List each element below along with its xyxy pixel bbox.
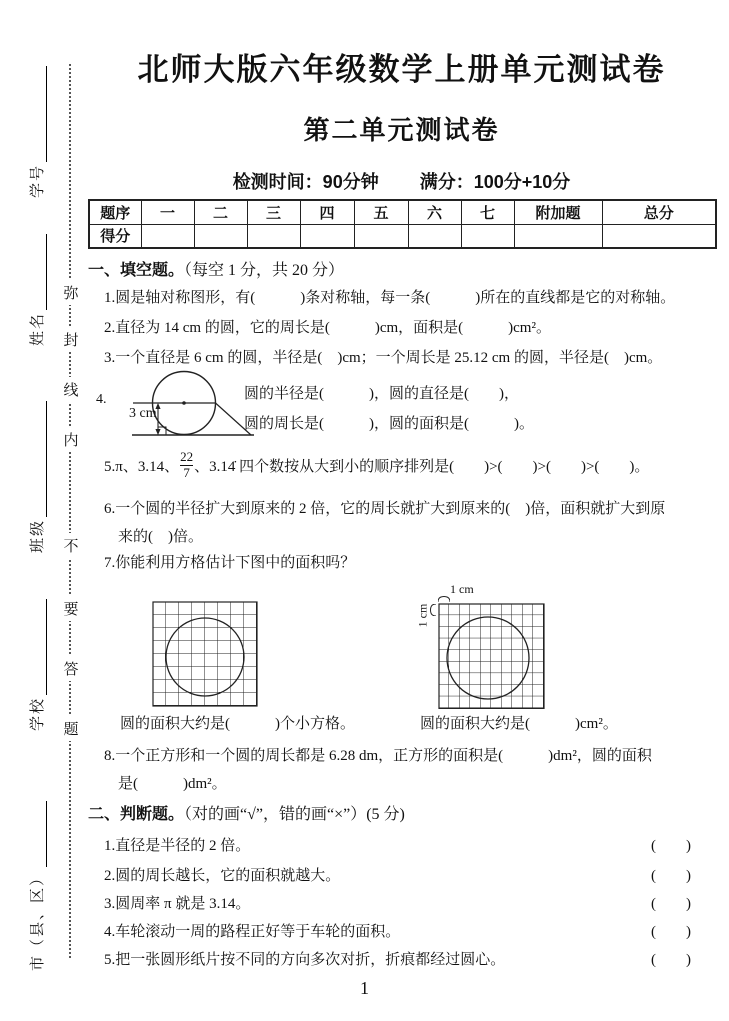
judge-answer-bracket: ( )	[651, 924, 691, 940]
city-label: 市（县、区）	[30, 868, 46, 971]
judge-item-3	[104, 892, 691, 913]
student-id-field	[25, 66, 47, 198]
exam-info	[88, 168, 715, 194]
fraction-denominator: 7	[180, 465, 193, 480]
city-field	[25, 801, 47, 971]
score-cell-empty	[194, 224, 247, 248]
judge-item-text: 1.直径是半径的 2 倍。	[104, 838, 251, 854]
score-row-label: 得分	[89, 224, 141, 248]
section2-heading	[88, 801, 405, 824]
school-label: 学校	[30, 696, 46, 731]
fraction-22-7	[180, 450, 193, 480]
seal-char: 弥	[60, 280, 82, 305]
student-id-label: 学号	[30, 163, 46, 198]
class-blank-line	[43, 401, 47, 517]
student-name-blank-line	[43, 234, 47, 310]
question-5-prefix: 5.π、3.14、	[104, 458, 180, 475]
score-cell-empty	[602, 224, 716, 248]
school-blank-line	[43, 599, 47, 695]
judge-item-5	[104, 948, 691, 969]
seal-char: 题	[60, 716, 82, 741]
score-table-score-row	[89, 224, 716, 248]
score-cell-empty	[514, 224, 602, 248]
judge-item-text: 4.车轮滚动一周的路程正好等于车轮的面积。	[104, 924, 401, 940]
fraction-numerator: 22	[180, 449, 194, 465]
question-4-line1: 圆的半径是( )，圆的直径是( )，	[244, 386, 519, 402]
question-7-text: 7.你能利用方格估计下图中的面积吗？	[104, 555, 356, 571]
grid-caption-left: 圆的面积大约是( )个小方格。	[120, 716, 355, 732]
unit-label-left: 1 cm	[415, 603, 430, 628]
score-cell-empty	[247, 224, 300, 248]
score-cell-empty	[354, 224, 408, 248]
radius-measure-label: 3 cm	[129, 406, 157, 421]
class-label: 班级	[30, 518, 46, 553]
section1-heading-note: （每空 1 分，共 20 分）	[184, 262, 345, 279]
school-field	[25, 599, 47, 731]
score-header-cell: 附加题	[514, 200, 602, 224]
question-8-line2: 是( )dm²。	[118, 776, 227, 792]
student-name-label: 姓名	[30, 311, 46, 346]
paper-subtitle: 第二单元测试卷	[303, 115, 500, 145]
question-3: 3.一个直径是 6 cm 的圆，半径是( )cm；一个周长是 25.12 cm 的圆，半径是( )cm。	[104, 350, 663, 366]
judge-answer-bracket: ( )	[651, 952, 691, 968]
question-5-suffix: 、3.14̇ 四个数按从大到小的顺序排列是( )>( )>( )>( )。	[194, 458, 650, 475]
judge-answer-bracket: ( )	[651, 896, 691, 912]
section1-heading-title: 一、填空题。	[88, 262, 185, 279]
score-cell-empty	[408, 224, 461, 248]
judge-item-4	[104, 920, 691, 941]
seal-char: 内	[60, 427, 82, 452]
section2-heading-note: （对的画“√”，错的画“×”）(5 分)	[184, 806, 405, 823]
score-header-cell: 六	[408, 200, 461, 224]
question-4-line2: 圆的周长是( )，圆的面积是( )。	[244, 416, 534, 432]
grid-figure-left	[152, 601, 258, 707]
seal-fold-line	[69, 64, 71, 958]
section1-heading	[88, 257, 344, 280]
question-6-line2: 来的( )倍。	[118, 529, 203, 545]
judge-answer-bracket: ( )	[651, 868, 691, 884]
grid-caption-right: 圆的面积大约是( )cm²。	[420, 716, 618, 732]
score-header-cell: 总分	[602, 200, 716, 224]
seal-char: 线	[60, 377, 82, 402]
score-header-cell: 二	[194, 200, 247, 224]
question-5	[104, 446, 649, 484]
seal-char: 不	[60, 533, 82, 558]
judge-item-1	[104, 834, 691, 855]
judge-item-text: 3.圆周率 π 就是 3.14。	[104, 896, 251, 912]
page-number: 1	[360, 978, 369, 998]
score-header-cell: 五	[354, 200, 408, 224]
score-header-cell: 四	[300, 200, 354, 224]
judge-answer-bracket: ( )	[651, 838, 691, 854]
question-2: 2.直径为 14 cm 的圆，它的周长是( )cm，面积是( )cm²。	[104, 320, 551, 336]
paper-title: 北师大版六年级数学上册单元测试卷	[137, 52, 666, 87]
city-blank-line	[43, 801, 47, 867]
judge-item-text: 5.把一张圆形纸片按不同的方向多次对折，折痕都经过圆心。	[104, 952, 506, 968]
score-table	[88, 199, 717, 249]
left-brace	[429, 604, 437, 616]
question-6-line1: 6.一个圆的半径扩大到原来的 2 倍，它的周长就扩大到原来的( )倍，面积就扩大到原	[104, 501, 666, 517]
score-header-cell: 七	[461, 200, 514, 224]
exam-time: 检测时间：90分钟	[232, 172, 379, 192]
circle-triangle-figure	[130, 362, 256, 442]
student-id-blank-line	[43, 66, 47, 162]
score-header-cell: 一	[141, 200, 194, 224]
top-brace	[438, 595, 450, 603]
score-table-header-row	[89, 200, 716, 224]
question-8-line1: 8.一个正方形和一个圆的周长都是 6.28 dm，正方形的面积是( )dm²，圆的面积	[104, 748, 652, 764]
exam-score: 满分：100分+10分	[419, 172, 571, 192]
grid-figure-right	[438, 603, 545, 709]
student-name-field	[25, 234, 47, 346]
class-field	[25, 401, 47, 553]
score-cell-empty	[461, 224, 514, 248]
unit-label-top: 1 cm	[450, 582, 474, 596]
score-header-cell: 题序	[89, 200, 141, 224]
section2-heading-title: 二、判断题。	[88, 806, 185, 823]
seal-char: 封	[60, 327, 82, 352]
question-1: 1.圆是轴对称图形，有( )条对称轴，每一条( )所在的直线都是它的对称轴。	[104, 290, 676, 306]
question-4-number: 4.	[96, 392, 107, 407]
score-cell-empty	[300, 224, 354, 248]
judge-item-text: 2.圆的周长越长，它的面积就越大。	[104, 868, 341, 884]
judge-item-2	[104, 864, 691, 885]
score-cell-empty	[141, 224, 194, 248]
score-header-cell: 三	[247, 200, 300, 224]
seal-char: 要	[60, 596, 82, 621]
seal-char: 答	[60, 656, 82, 681]
